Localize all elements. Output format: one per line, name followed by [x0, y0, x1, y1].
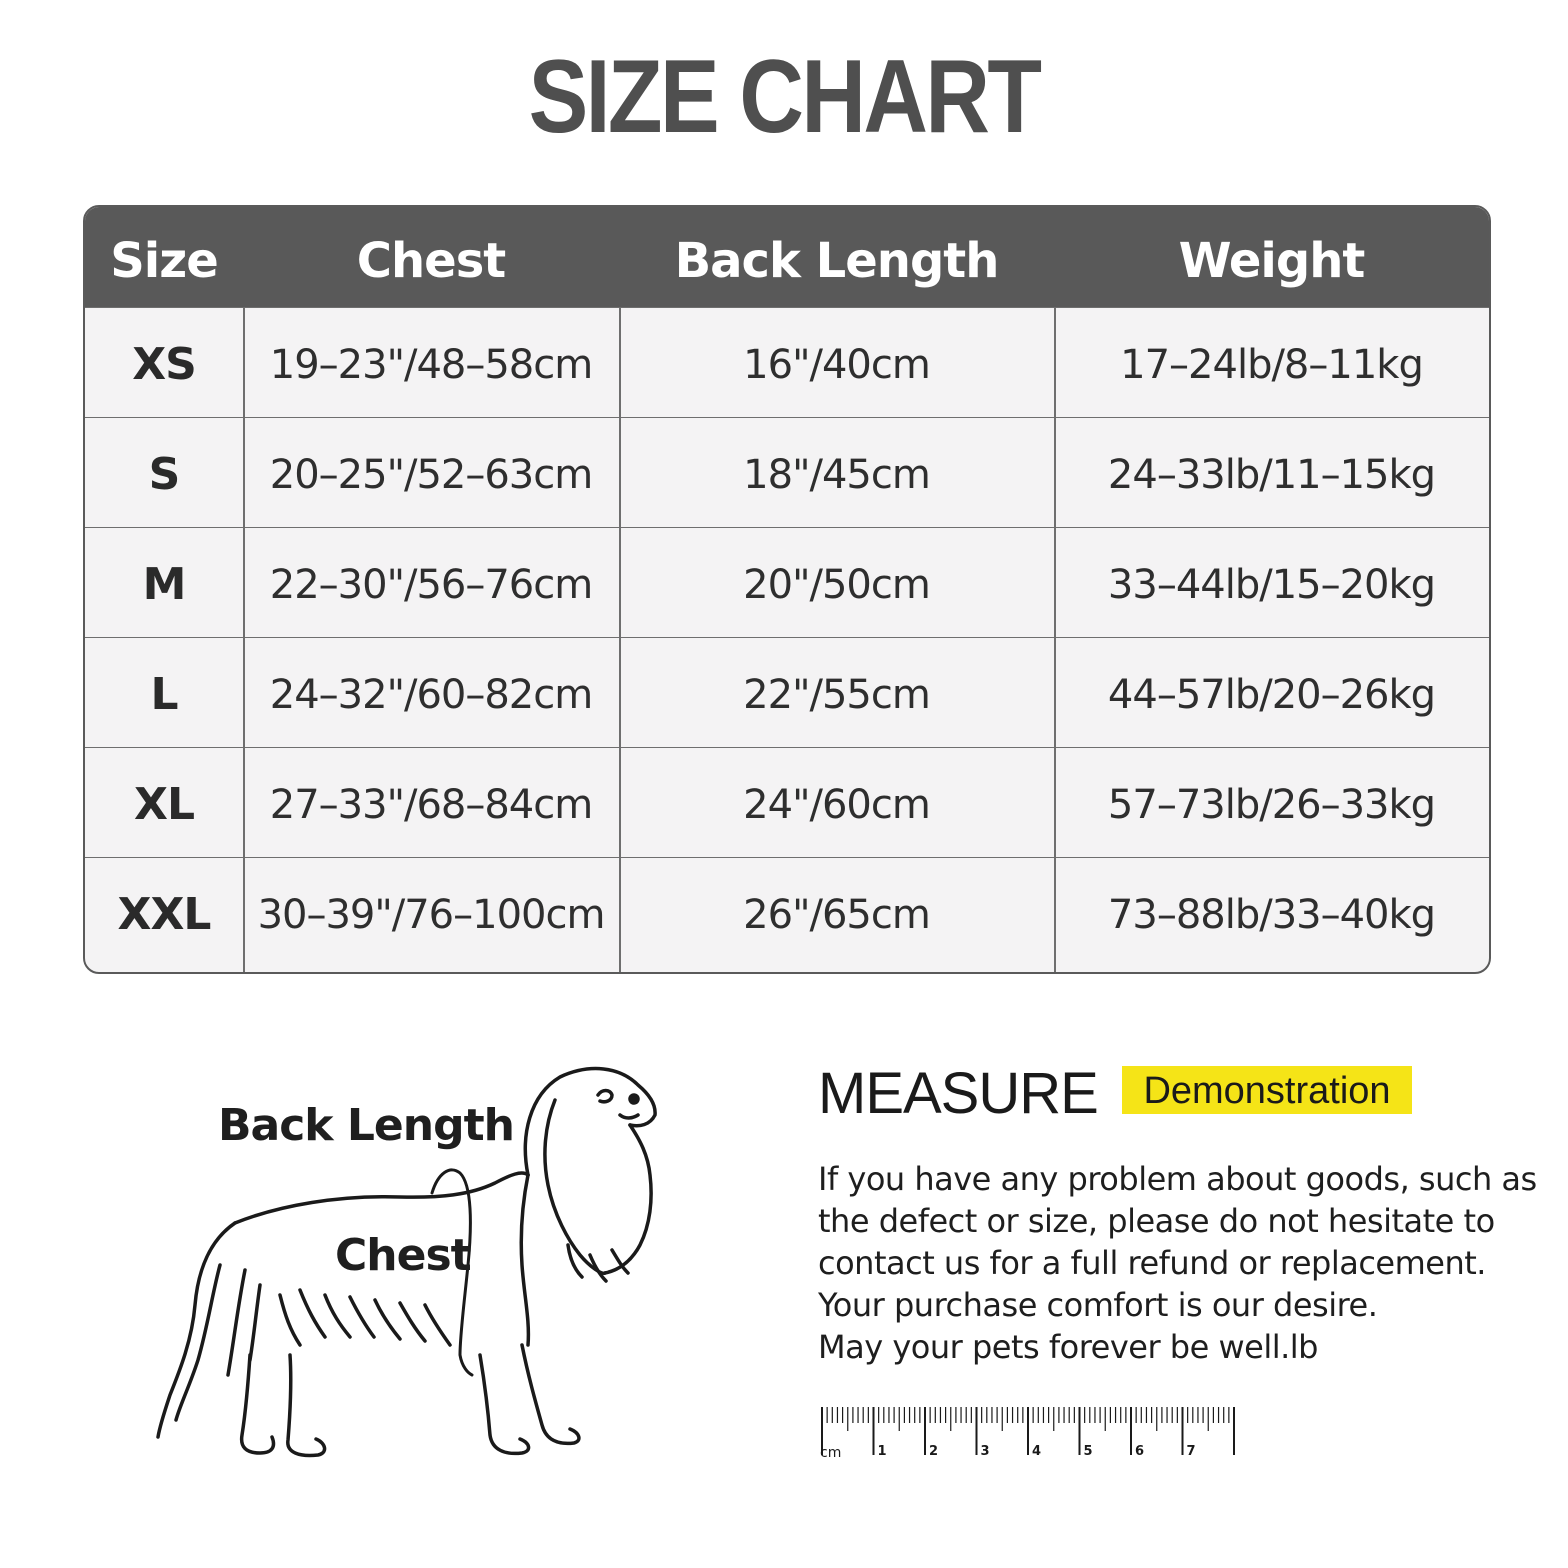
chest-cell: 30–39"/76–100cm — [257, 892, 605, 938]
back-length-label: Back Length — [218, 1100, 514, 1151]
table-row — [85, 747, 1489, 858]
chest-cell: 27–33"/68–84cm — [269, 782, 593, 828]
demonstration-badge: Demonstration — [1122, 1066, 1412, 1114]
table-header — [85, 207, 1489, 307]
size-cell: XL — [134, 779, 194, 830]
chest-cell: 24–32"/60–82cm — [269, 672, 593, 718]
ruler-number: 4 — [1032, 1444, 1042, 1459]
size-table — [83, 205, 1491, 974]
table-row — [85, 637, 1489, 748]
table-row — [85, 527, 1489, 638]
table-row — [85, 417, 1489, 528]
header-chest: Chest — [356, 233, 506, 289]
column-divider — [243, 307, 245, 972]
ruler-number: 7 — [1186, 1444, 1196, 1459]
ruler-icon — [818, 1405, 1238, 1465]
measure-title: MEASURE — [818, 1061, 1098, 1126]
back-length-cell: 22"/55cm — [743, 672, 930, 718]
ruler-unit: cm — [820, 1445, 842, 1461]
column-divider — [619, 307, 621, 972]
chest-cell: 19–23"/48–58cm — [269, 342, 593, 388]
paragraph-line: May your pets forever be well.lb — [818, 1328, 1318, 1366]
paragraph-line: the defect or size, please do not hesitate to — [818, 1202, 1495, 1240]
size-cell: L — [150, 669, 178, 720]
back-length-cell: 24"/60cm — [743, 782, 930, 828]
size-cell: M — [142, 559, 186, 610]
ruler-number: 6 — [1135, 1444, 1145, 1459]
back-length-cell: 18"/45cm — [743, 452, 930, 498]
ruler-number: 2 — [929, 1444, 939, 1459]
weight-cell: 33–44lb/15–20kg — [1107, 562, 1436, 608]
weight-cell: 17–24lb/8–11kg — [1120, 342, 1423, 388]
table-row — [85, 307, 1489, 418]
weight-cell: 44–57lb/20–26kg — [1107, 672, 1436, 718]
size-cell: S — [148, 449, 180, 500]
chest-cell: 22–30"/56–76cm — [269, 562, 593, 608]
size-cell: XS — [132, 339, 196, 390]
table-row — [85, 857, 1489, 968]
ruler-number: 1 — [877, 1444, 887, 1459]
header-weight: Weight — [1178, 233, 1365, 289]
chest-label: Chest — [335, 1230, 471, 1281]
back-length-cell: 20"/50cm — [743, 562, 930, 608]
weight-cell: 57–73lb/26–33kg — [1107, 782, 1436, 828]
column-divider — [1054, 307, 1056, 972]
paragraph-line: Your purchase comfort is our desire. — [818, 1286, 1378, 1324]
paragraph-line: If you have any problem about goods, such as — [818, 1160, 1537, 1198]
size-cell: XXL — [117, 889, 211, 940]
back-length-cell: 26"/65cm — [743, 892, 930, 938]
back-length-cell: 16"/40cm — [743, 342, 930, 388]
ruler-number: 3 — [980, 1444, 990, 1459]
weight-cell: 73–88lb/33–40kg — [1107, 892, 1436, 938]
info-paragraph — [818, 1158, 1538, 1368]
ruler-number: 5 — [1083, 1444, 1093, 1459]
weight-cell: 24–33lb/11–15kg — [1107, 452, 1436, 498]
header-size: Size — [110, 233, 218, 289]
header-back-length: Back Length — [674, 233, 999, 289]
paragraph-line: contact us for a full refund or replacement. — [818, 1244, 1486, 1282]
page-title: SIZE CHART — [528, 39, 1040, 155]
chest-cell: 20–25"/52–63cm — [269, 452, 593, 498]
